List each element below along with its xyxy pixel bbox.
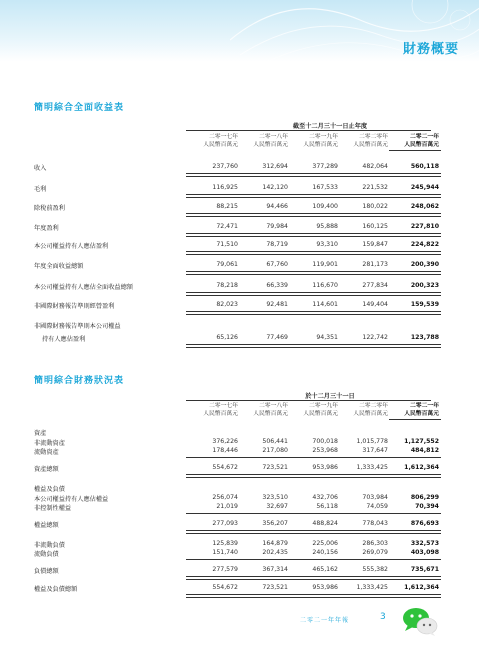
table-row (0, 203, 479, 213)
row-value: 217,080 (262, 447, 288, 454)
row-value: 180,022 (362, 203, 388, 210)
row-value: 56,118 (316, 503, 338, 510)
value-underline (236, 292, 290, 296)
value-underline (186, 344, 240, 348)
value-underline (186, 594, 240, 598)
row-value: 560,118 (410, 163, 439, 170)
value-underline (186, 311, 240, 315)
row-value: 332,573 (410, 540, 439, 547)
column-year: 二零一七年 (209, 403, 238, 409)
column-year: 二零一八年 (259, 403, 288, 409)
value-underline (387, 311, 441, 315)
value-underline (236, 344, 290, 348)
column-unit: 人民幣百萬元 (353, 142, 388, 148)
table-row (0, 584, 479, 594)
row-label: 本公司權益持有人應佔權益 (34, 496, 109, 503)
value-underline (387, 173, 441, 177)
row-value: 723,521 (262, 584, 288, 591)
value-underline (336, 559, 390, 560)
row-value: 93,310 (316, 241, 338, 248)
row-value: 142,120 (262, 184, 288, 191)
row-value: 1,015,778 (356, 438, 388, 445)
column-header (387, 133, 439, 149)
table-row (0, 184, 479, 194)
row-value: 367,314 (262, 566, 288, 573)
column-year: 二零二一年 (410, 403, 439, 409)
row-value: 506,441 (262, 438, 288, 445)
row-value: 21,019 (216, 503, 238, 510)
wechat-chat-bubbles-icon (400, 605, 440, 637)
row-value: 778,043 (362, 520, 388, 527)
column-header (286, 133, 338, 149)
row-value: 356,207 (262, 520, 288, 527)
row-value: 164,879 (262, 540, 288, 547)
row-value: 240,156 (312, 549, 338, 556)
row-value: 1,612,364 (404, 464, 439, 471)
row-value: 806,299 (410, 494, 439, 501)
current-year-header-underline (389, 419, 441, 420)
column-unit: 人民幣百萬元 (404, 142, 439, 148)
row-value: 109,400 (312, 203, 338, 210)
value-underline (186, 513, 240, 514)
row-value: 88,215 (216, 203, 238, 210)
row-label: 流動負債 (34, 551, 59, 558)
row-value: 95,888 (316, 223, 338, 230)
value-underline (336, 271, 390, 275)
value-underline (286, 513, 340, 514)
row-value: 78,218 (216, 282, 238, 289)
row-value: 248,062 (410, 203, 439, 210)
row-value: 221,532 (362, 184, 388, 191)
row-value: 32,697 (266, 503, 288, 510)
row-value: 876,693 (410, 520, 439, 527)
value-underline (336, 173, 390, 177)
column-year: 二零二一年 (410, 134, 439, 140)
value-underline (286, 576, 340, 580)
row-value: 79,984 (266, 223, 288, 230)
value-underline (336, 474, 390, 478)
value-underline (186, 559, 240, 560)
column-unit: 人民幣百萬元 (203, 411, 238, 417)
row-value: 119,901 (312, 261, 338, 268)
value-underline (336, 311, 390, 315)
column-unit: 人民幣百萬元 (303, 411, 338, 417)
row-value: 72,471 (216, 223, 238, 230)
value-underline (286, 271, 340, 275)
value-underline (286, 474, 340, 478)
income-section-title: 簡明綜合全面收益表 (34, 103, 125, 113)
row-value: 286,303 (362, 540, 388, 547)
value-underline (387, 251, 441, 255)
column-year: 二零一九年 (309, 134, 338, 140)
row-value: 281,173 (362, 261, 388, 268)
value-underline (387, 474, 441, 478)
row-value: 66,339 (266, 282, 288, 289)
value-underline (387, 233, 441, 237)
column-unit: 人民幣百萬元 (353, 411, 388, 417)
value-underline (387, 457, 441, 458)
row-label: 除稅前盈利 (34, 205, 65, 212)
column-year: 二零二零年 (359, 403, 388, 409)
value-underline (286, 233, 340, 237)
row-value: 377,289 (312, 163, 338, 170)
table-row (0, 549, 479, 559)
value-underline (236, 173, 290, 177)
value-underline (336, 344, 390, 348)
column-header (236, 133, 288, 149)
value-underline (387, 344, 441, 348)
row-label: 資產總額 (34, 466, 59, 473)
row-label: 權益及負債 (34, 486, 65, 493)
row-value: 277,579 (212, 566, 238, 573)
row-value: 151,740 (212, 549, 238, 556)
table-row (0, 163, 479, 173)
row-value: 256,074 (212, 494, 238, 501)
row-value: 323,510 (262, 494, 288, 501)
row-value: 1,333,425 (356, 464, 388, 471)
footer-annual-report: 二零二一年年報 (300, 617, 350, 624)
value-underline (286, 530, 340, 534)
row-value: 70,394 (415, 503, 439, 510)
value-underline (387, 530, 441, 534)
value-underline (387, 576, 441, 580)
value-underline (336, 251, 390, 255)
table-row (0, 223, 479, 233)
value-underline (286, 559, 340, 560)
row-value: 484,812 (410, 447, 439, 454)
row-value: 159,847 (362, 241, 388, 248)
row-value: 116,670 (312, 282, 338, 289)
row-value: 277,093 (212, 520, 238, 527)
row-value: 1,333,425 (356, 584, 388, 591)
row-value: 167,533 (312, 184, 338, 191)
table-row (0, 566, 479, 576)
row-value: 703,984 (362, 494, 388, 501)
row-value: 554,672 (212, 584, 238, 591)
row-label: 年度盈利 (34, 225, 59, 232)
table-row (0, 503, 479, 513)
row-label: 負債總額 (34, 568, 59, 575)
column-unit: 人民幣百萬元 (253, 142, 288, 148)
column-header (286, 402, 338, 418)
row-value: 94,351 (316, 334, 338, 341)
column-header (336, 402, 388, 418)
value-underline (336, 194, 390, 198)
table-row (0, 282, 479, 292)
value-underline (186, 457, 240, 458)
value-underline (236, 251, 290, 255)
row-label: 毛利 (34, 186, 47, 193)
page-title: 財務概要 (402, 42, 459, 57)
row-value: 403,098 (410, 549, 439, 556)
row-value: 116,925 (212, 184, 238, 191)
column-unit: 人民幣百萬元 (303, 142, 338, 148)
row-label: 年度全面收益總額 (34, 263, 84, 270)
row-label: 非控制性權益 (34, 505, 72, 512)
value-underline (236, 194, 290, 198)
value-underline (387, 292, 441, 296)
row-value: 200,323 (410, 282, 439, 289)
value-underline (236, 233, 290, 237)
row-label: 非國際財務報告準則本公司權益 (34, 323, 121, 330)
value-underline (236, 271, 290, 275)
value-underline (236, 474, 290, 478)
row-label: 本公司權益持有人應佔全面收益總額 (34, 284, 133, 291)
table-row (0, 241, 479, 251)
value-underline (286, 213, 340, 217)
value-underline (236, 513, 290, 514)
row-value: 92,481 (266, 301, 288, 308)
value-underline (387, 271, 441, 275)
row-value: 253,968 (312, 447, 338, 454)
value-underline (236, 576, 290, 580)
value-underline (336, 576, 390, 580)
value-underline (236, 530, 290, 534)
row-value: 245,944 (410, 184, 439, 191)
page-number: 3 (380, 612, 386, 622)
value-underline (336, 457, 390, 458)
value-underline (286, 251, 340, 255)
row-value: 555,382 (362, 566, 388, 573)
row-value: 465,162 (312, 566, 338, 573)
row-value: 159,539 (410, 301, 439, 308)
value-underline (186, 233, 240, 237)
row-label: 資產 (34, 430, 47, 437)
row-value: 700,018 (312, 438, 338, 445)
table-row (0, 447, 479, 457)
row-value: 224,822 (410, 241, 439, 248)
row-value: 225,006 (312, 540, 338, 547)
value-underline (387, 513, 441, 514)
value-underline (387, 213, 441, 217)
row-label: 權益總額 (34, 522, 59, 529)
value-underline (186, 213, 240, 217)
row-value: 317,647 (362, 447, 388, 454)
table-row-label-line (0, 321, 479, 331)
value-underline (186, 271, 240, 275)
row-label: 收入 (34, 165, 47, 172)
value-underline (336, 594, 390, 598)
balance-section-title: 簡明綜合財務狀況表 (34, 376, 125, 386)
value-underline (336, 233, 390, 237)
column-year: 二零一七年 (209, 134, 238, 140)
value-underline (236, 457, 290, 458)
row-value: 82,023 (216, 301, 238, 308)
column-year: 二零一八年 (259, 134, 288, 140)
balance-period-header: 於十二月三十一日 (305, 393, 355, 400)
row-value: 71,510 (216, 241, 238, 248)
value-underline (186, 251, 240, 255)
row-label: 持有人應佔盈利 (42, 336, 86, 343)
column-header (186, 402, 238, 418)
row-value: 488,824 (312, 520, 338, 527)
value-underline (186, 173, 240, 177)
value-underline (186, 194, 240, 198)
value-underline (387, 559, 441, 560)
income-period-header: 截至十二月三十一日止年度 (292, 123, 368, 130)
value-underline (236, 594, 290, 598)
row-value: 269,079 (362, 549, 388, 556)
current-year-header-underline (389, 150, 441, 151)
row-value: 1,612,364 (404, 584, 439, 591)
row-value: 227,810 (410, 223, 439, 230)
value-underline (186, 292, 240, 296)
value-underline (286, 194, 340, 198)
row-value: 953,986 (312, 464, 338, 471)
row-value: 312,694 (262, 163, 288, 170)
row-value: 482,064 (362, 163, 388, 170)
column-unit: 人民幣百萬元 (404, 411, 439, 417)
row-label: 本公司權益持有人應佔盈利 (34, 243, 109, 250)
period-underline (186, 400, 431, 401)
row-value: 65,126 (216, 334, 238, 341)
column-year: 二零一九年 (309, 403, 338, 409)
column-year: 二零二零年 (359, 134, 388, 140)
value-underline (336, 530, 390, 534)
column-header (387, 402, 439, 418)
section-subheader (0, 428, 479, 438)
column-unit: 人民幣百萬元 (253, 411, 288, 417)
row-value: 200,390 (410, 261, 439, 268)
row-value: 160,125 (362, 223, 388, 230)
value-underline (286, 344, 340, 348)
value-underline (286, 594, 340, 598)
value-underline (336, 513, 390, 514)
value-underline (286, 457, 340, 458)
table-row (0, 261, 479, 271)
table-row (0, 334, 479, 344)
section-subheader (0, 484, 479, 494)
row-value: 94,466 (266, 203, 288, 210)
value-underline (236, 559, 290, 560)
value-underline (336, 292, 390, 296)
row-value: 376,226 (212, 438, 238, 445)
table-row (0, 464, 479, 474)
period-underline (186, 130, 431, 131)
row-value: 953,986 (312, 584, 338, 591)
value-underline (236, 213, 290, 217)
row-value: 202,435 (262, 549, 288, 556)
row-label: 非國際財務報告準則經營盈利 (34, 303, 115, 310)
row-value: 77,469 (266, 334, 288, 341)
row-value: 114,601 (312, 301, 338, 308)
row-value: 123,788 (410, 334, 439, 341)
value-underline (186, 474, 240, 478)
row-value: 554,672 (212, 464, 238, 471)
row-value: 735,671 (410, 566, 439, 573)
value-underline (387, 594, 441, 598)
row-value: 67,760 (266, 261, 288, 268)
row-value: 79,061 (216, 261, 238, 268)
table-row (0, 301, 479, 311)
column-header (336, 133, 388, 149)
row-label: 非流動資產 (34, 440, 65, 447)
value-underline (236, 311, 290, 315)
column-header (186, 133, 238, 149)
row-value: 125,839 (212, 540, 238, 547)
row-label: 流動資產 (34, 449, 59, 456)
column-unit: 人民幣百萬元 (203, 142, 238, 148)
row-value: 277,834 (362, 282, 388, 289)
value-underline (286, 311, 340, 315)
row-value: 1,127,552 (404, 438, 439, 445)
row-label: 非流動負債 (34, 542, 65, 549)
row-value: 149,404 (362, 301, 388, 308)
row-value: 237,760 (212, 163, 238, 170)
row-label: 權益及負債總額 (34, 586, 78, 593)
value-underline (286, 173, 340, 177)
table-row (0, 520, 479, 530)
row-value: 122,742 (362, 334, 388, 341)
row-value: 432,706 (312, 494, 338, 501)
value-underline (186, 530, 240, 534)
column-header (236, 402, 288, 418)
row-value: 723,521 (262, 464, 288, 471)
row-value: 74,059 (366, 503, 388, 510)
value-underline (336, 213, 390, 217)
row-value: 78,719 (266, 241, 288, 248)
row-value: 178,446 (212, 447, 238, 454)
value-underline (286, 292, 340, 296)
value-underline (186, 576, 240, 580)
value-underline (387, 194, 441, 198)
